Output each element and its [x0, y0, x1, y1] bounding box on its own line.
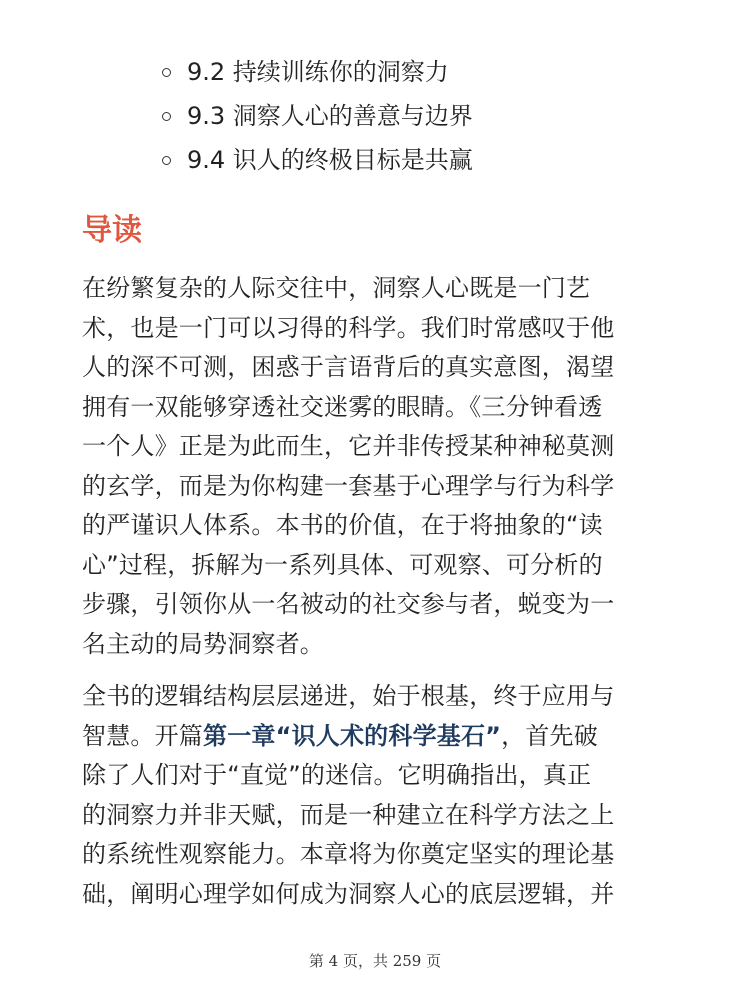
chapter-reference-emphasis: 第一章“识人术的科学基石” [203, 721, 502, 750]
paragraph-line: 除了人们对于“直觉”的迷信。它明确指出，真正 [82, 761, 592, 789]
paragraph-line: 的严谨识人体系。本书的价值，在于将抽象的“读 [82, 511, 603, 539]
hollow-circle-bullet-icon [162, 68, 171, 77]
toc-item-label: 9.4 识人的终极目标是共赢 [187, 146, 473, 174]
paragraph-line: 础，阐明心理学如何成为洞察人心的底层逻辑，并 [82, 879, 615, 908]
hollow-circle-bullet-icon [162, 112, 171, 121]
hollow-circle-bullet-icon [162, 156, 171, 165]
paragraph-line: 术，也是一门可以习得的科学。我们时常感叹于他 [82, 313, 615, 342]
page-number-footer: 第 4 页，共 259 页 [308, 952, 442, 970]
paragraph-line [82, 717, 674, 757]
paragraph-line: 全书的逻辑结构层层递进，始于根基，终于应用与 [82, 682, 615, 710]
paragraph-text: ，首先破 [501, 721, 598, 750]
paragraph-line: 人的深不可测，困惑于言语背后的真实意图，渴望 [82, 353, 615, 381]
paragraph-line: 的玄学，而是为你构建一套基于心理学与行为科学 [82, 471, 615, 500]
paragraph-text: 智慧。开篇 [82, 721, 203, 750]
intro-paragraph-1 [82, 269, 674, 664]
toc-item[interactable] [162, 138, 473, 182]
toc-item[interactable] [162, 94, 473, 138]
paragraph-line: 步骤，引领你从一名被动的社交参与者，蜕变为一 [82, 590, 615, 618]
section-heading: 导读 [82, 213, 142, 248]
toc-item[interactable] [162, 50, 473, 94]
paragraph-line: 拥有一双能够穿透社交迷雾的眼睛。《三分钟看透 [82, 392, 603, 421]
paragraph-line: 的系统性观察能力。本章将为你奠定坚实的理论基 [82, 840, 615, 868]
paragraph-line: 心”过程，拆解为一系列具体、可观察、可分析的 [82, 550, 603, 579]
paragraph-line: 名主动的局势洞察者。 [82, 629, 324, 658]
toc-item-label: 9.2 持续训练你的洞察力 [187, 58, 449, 86]
toc-list [162, 50, 473, 182]
paragraph-line: 在纷繁复杂的人际交往中，洞察人心既是一门艺 [82, 274, 591, 302]
paragraph-line: 一个人》正是为此而生，它并非传授某种神秘莫测 [82, 432, 615, 460]
paragraph-line: 的洞察力并非天赋，而是一种建立在科学方法之上 [82, 800, 615, 829]
toc-item-label: 9.3 洞察人心的善意与边界 [187, 102, 473, 130]
intro-paragraph-2 [82, 677, 674, 914]
